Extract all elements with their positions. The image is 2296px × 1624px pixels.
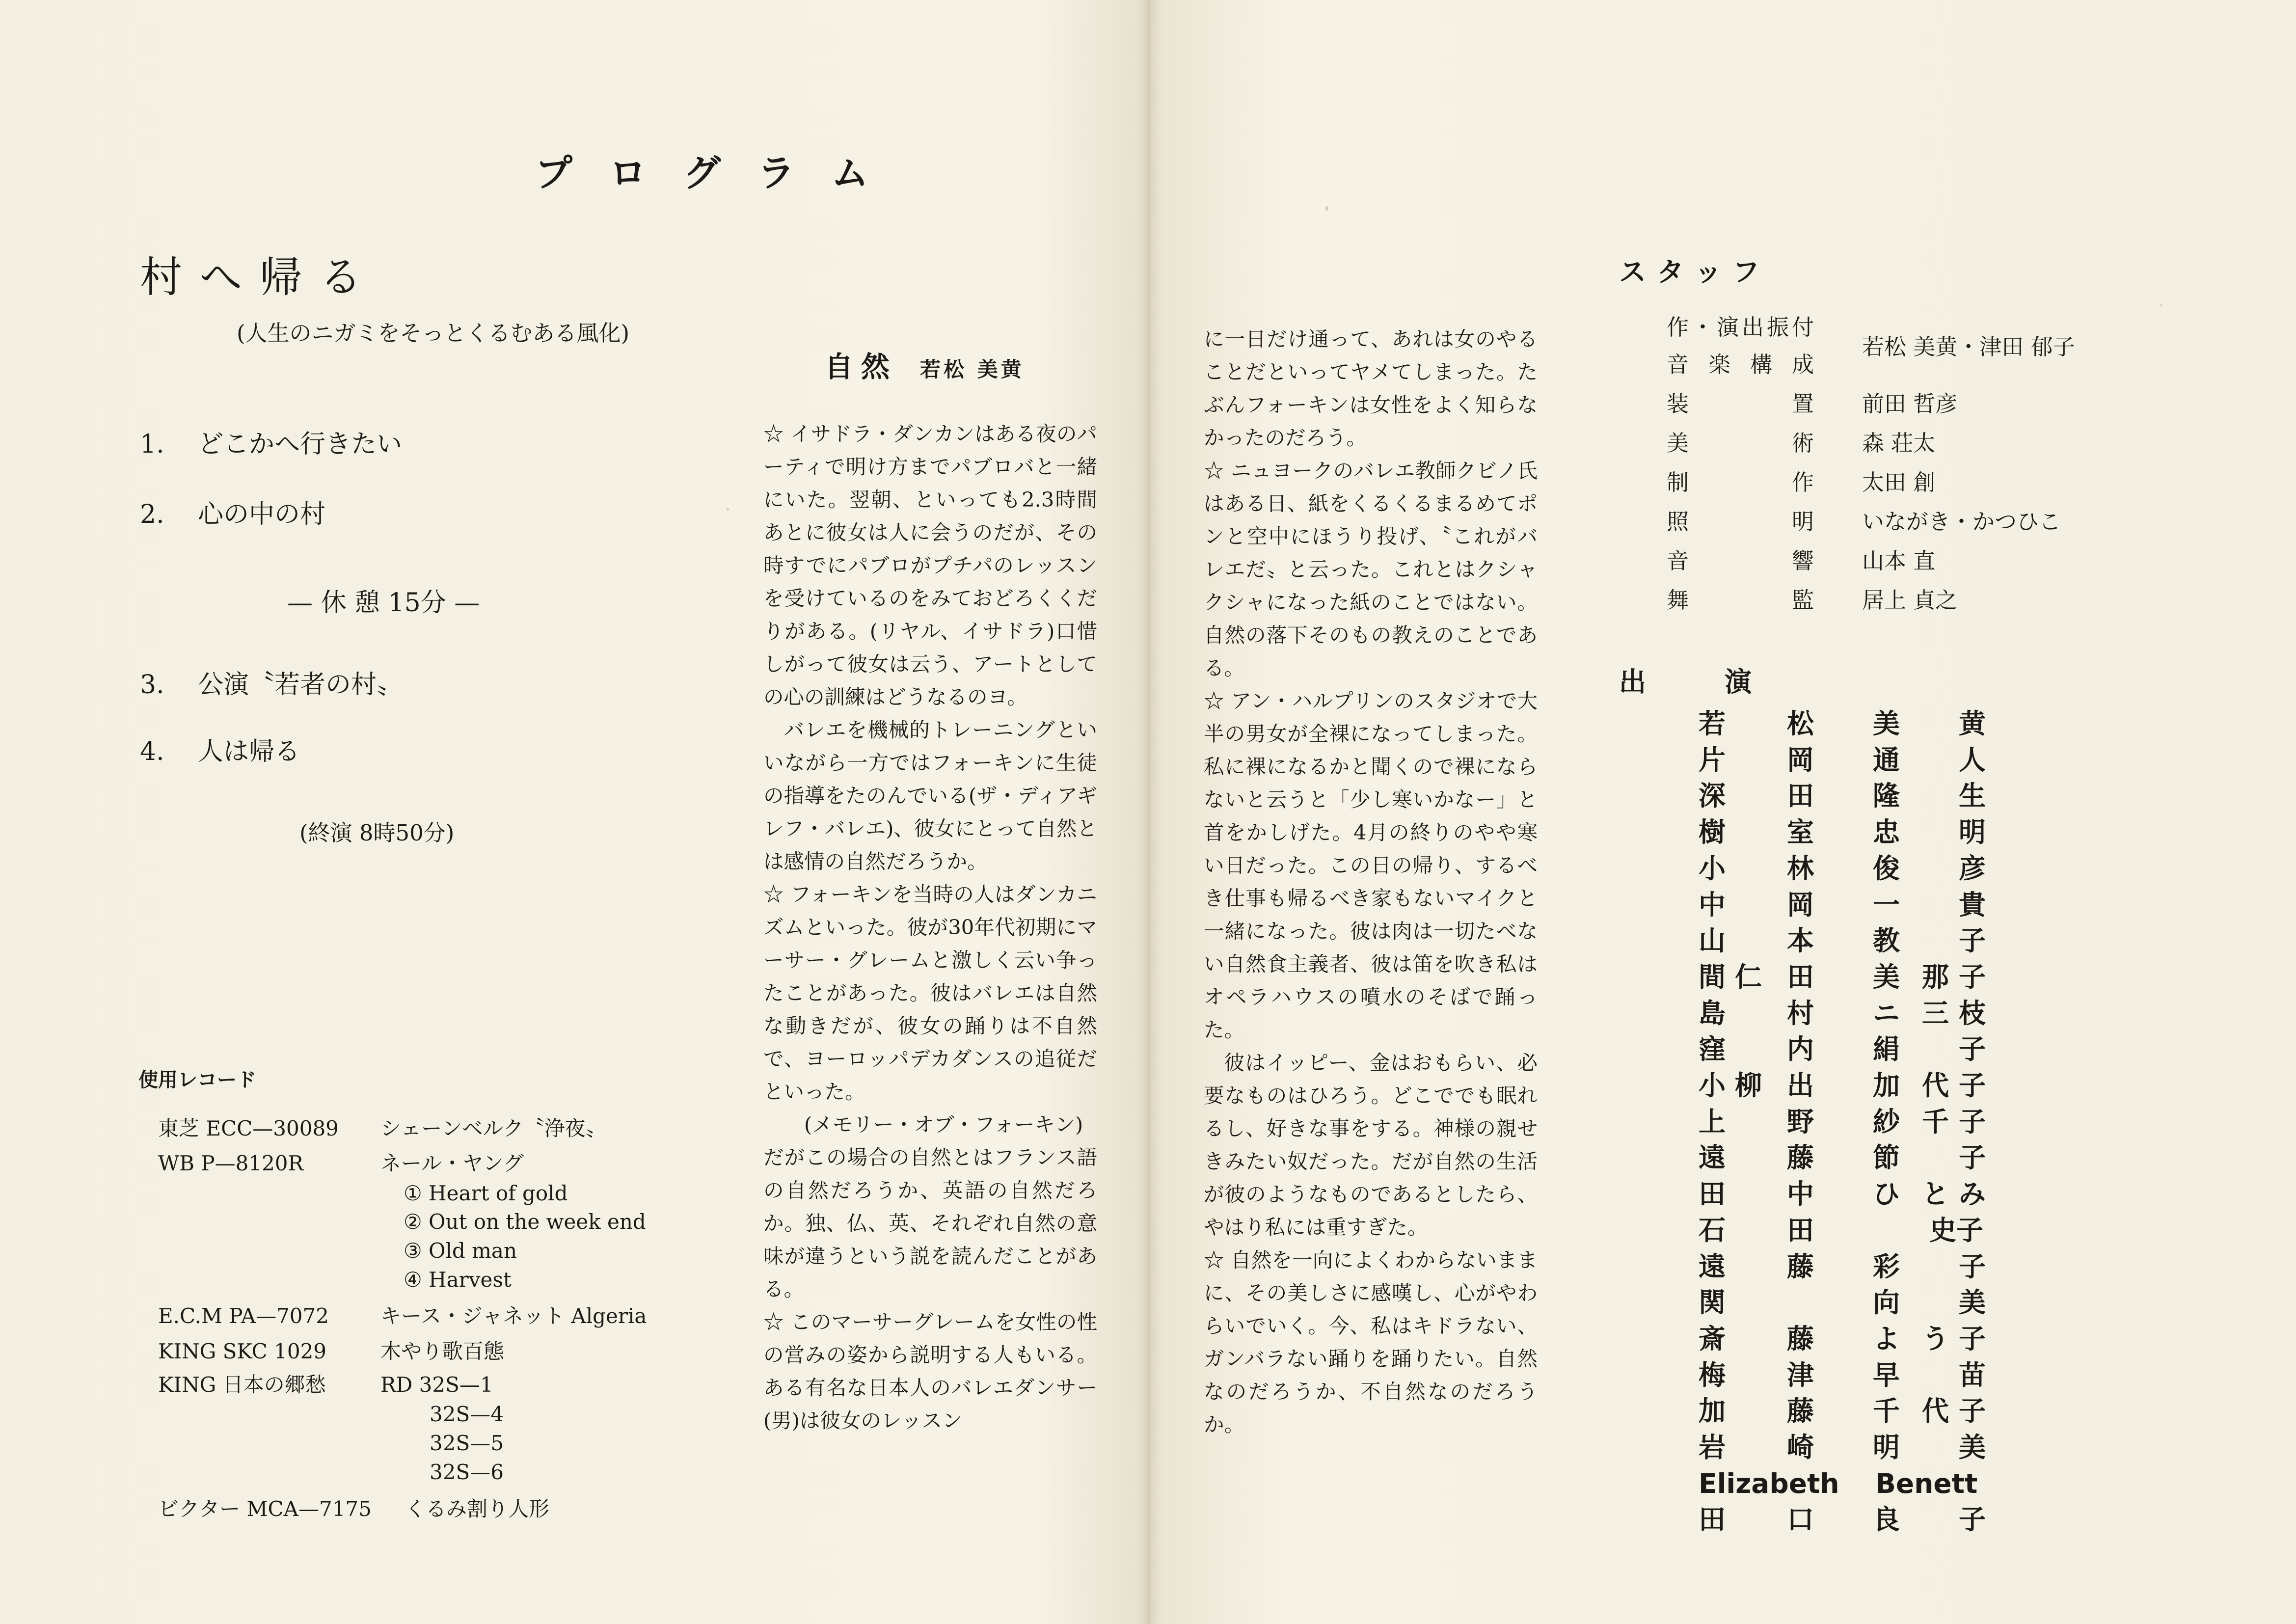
- record-track: ① Heart of gold: [404, 1181, 568, 1205]
- cast-member: [1699, 999, 1993, 1028]
- cast-name-part: 子: [1959, 925, 1986, 957]
- cast-name-part: と: [1922, 1178, 1949, 1210]
- cast-name-part: 村: [1787, 997, 1814, 1029]
- cast-name-part: 那: [1922, 961, 1949, 993]
- staff-role: 作・演出振付: [1667, 314, 1814, 340]
- cast-member: [1699, 1505, 1993, 1534]
- cast-name-part: 子: [1959, 1323, 1986, 1354]
- cast-name-part: 節: [1873, 1142, 1900, 1174]
- cast-member: [1699, 1324, 1993, 1353]
- cast-name-part: 松: [1787, 708, 1814, 739]
- cast-member: [1699, 1179, 1993, 1209]
- essay-paragraph: ☆ フォーキンを当時の人はダンカニズムといった。彼が30年代初期にマーサー・グレームと激しく云い争ったことがあった。彼はバレエは自然な動きだが、彼女の踊りは不自然で、ヨーロッパデカダンスの追従だといった。: [763, 882, 1097, 1104]
- essay-paragraph: に一日だけ通って、あれは女のやることだといってヤメてしまった。たぶんフォーキンは女性をよく知らなかったのだろう。: [1204, 327, 1538, 450]
- cast-name-part: 美: [1959, 1432, 1986, 1463]
- cast-name-part: 明: [1873, 1432, 1900, 1463]
- cast-name-part: 片: [1699, 744, 1726, 776]
- cast-name-part: 口: [1787, 1504, 1814, 1536]
- program-item-number: 2.: [140, 500, 164, 529]
- record-line-left: ビクター MCA—7175: [158, 1497, 372, 1521]
- program-item-label: 心の中の村: [198, 500, 326, 529]
- cast-member: [1699, 1360, 1993, 1390]
- program-item-label: 公演〝若者の村〟: [198, 670, 403, 700]
- cast-name-part: 加: [1873, 1070, 1900, 1101]
- record-line-right: シェーンベルク〝浄夜〟: [380, 1116, 606, 1140]
- cast-name-part: 子: [1959, 1033, 1986, 1065]
- staff-name: 森 荘太: [1862, 430, 1936, 456]
- cast-name-part: 美: [1873, 961, 1900, 993]
- cast-name-part: 子: [1959, 961, 1986, 993]
- essay-paragraph: バレエを機械的トレーニングといいながら一方ではフォーキンに生徒の指導をたのんでいる(ザ・ディアギレフ・バレエ)、彼女にとって自然とは感情の自然だろうか。: [763, 718, 1097, 873]
- cast-member: [1699, 781, 1993, 811]
- record-track: ④ Harvest: [404, 1268, 512, 1292]
- cast-name-part: う: [1922, 1323, 1949, 1354]
- program-item-number: 1.: [140, 430, 164, 459]
- staff-name: 太田 創: [1862, 469, 1936, 495]
- cast-member: [1699, 1469, 1993, 1498]
- cast-name-part: 向: [1873, 1287, 1900, 1319]
- scan-speck: [2160, 304, 2162, 306]
- cast-name-part: 津: [1787, 1359, 1814, 1391]
- cast-name-part: 野: [1787, 1106, 1814, 1137]
- staff-role: 制作: [1667, 469, 1814, 495]
- cast-name-part: 千: [1922, 1106, 1949, 1137]
- page-fold: [1148, 0, 1150, 1624]
- cast-name-part: 教: [1873, 925, 1900, 957]
- cast-member: [1699, 890, 1993, 920]
- cast-heading-char: 演: [1725, 666, 1752, 698]
- cast-name-part: 室: [1787, 816, 1814, 848]
- cast-name-part: 島: [1699, 997, 1726, 1029]
- cast-name-part: 美: [1959, 1287, 1986, 1319]
- cast-member: [1699, 1288, 1993, 1317]
- cast-name-part: 中: [1787, 1178, 1814, 1210]
- cast-name-part: 岡: [1787, 889, 1814, 920]
- cast-name-part: 出: [1787, 1070, 1814, 1101]
- cast-member: [1699, 1034, 1993, 1064]
- cast-name-part: 山: [1699, 925, 1726, 957]
- record-line-right: RD 32S—1: [380, 1373, 493, 1397]
- cast-name-part: 生: [1959, 780, 1986, 812]
- cast-name-part: 貴: [1959, 889, 1986, 920]
- program-item: [140, 423, 402, 460]
- program-item: [140, 664, 402, 701]
- staff-name: 前田 哲彦: [1862, 391, 1958, 417]
- staff-role: 美術: [1667, 430, 1814, 456]
- staff-role: 装置: [1667, 391, 1814, 417]
- essay-paragraph: ☆ イサドラ・ダンカンはある夜のパーティで明け方までパブロバと一緒にいた。翌朝、といっても2.3時間あとに彼女は人に会うのだが、その時すでにパブロがプチパのレッスンを受けているのをみておどろくくだりがある。(リヤル、イサドラ)口惜しがって彼女は云う、アートとしての心の訓練はどうなるのヨ。: [763, 422, 1097, 709]
- cast-name-part: 藤: [1787, 1250, 1814, 1282]
- cast-heading-char: 出: [1619, 666, 1647, 698]
- record-line-right: キース・ジャネット Algeria: [380, 1304, 647, 1328]
- records-heading: 使用レコード: [138, 1069, 256, 1091]
- cast-name-part: 田: [1787, 961, 1814, 993]
- cast-name-part: 三: [1922, 997, 1949, 1029]
- cast-name-part: 忠: [1873, 816, 1900, 848]
- cast-member: [1699, 854, 1993, 883]
- record-track: ③ Old man: [404, 1239, 517, 1263]
- staff-role: 音楽構成: [1667, 352, 1814, 378]
- cast-name-part: 藤: [1787, 1395, 1814, 1427]
- cast-name-part: 岩: [1699, 1432, 1726, 1463]
- cast-name-part: 遠: [1699, 1250, 1726, 1282]
- cast-name-part: 加: [1699, 1395, 1726, 1427]
- cast-name-part: み: [1959, 1178, 1986, 1210]
- cast-name-part: 石: [1699, 1214, 1726, 1246]
- cast-name-part: 子: [1959, 1504, 1986, 1536]
- program-item-number: 4.: [140, 737, 164, 766]
- cast-name-part: 遠: [1699, 1142, 1726, 1174]
- essay-column-left: [763, 417, 1097, 1437]
- cast-name-part: 子: [1959, 1395, 1986, 1427]
- record-line-right: ネール・ヤング: [380, 1151, 524, 1175]
- staff-name: 居上 貞之: [1862, 587, 1958, 613]
- record-track: ② Out on the week end: [404, 1210, 646, 1234]
- record-line-left: KING SKC 1029: [158, 1339, 327, 1363]
- record-line-left: E.C.M PA—7072: [158, 1304, 329, 1328]
- record-line-right: くるみ割り人形: [405, 1497, 550, 1521]
- cast-name-part: 一: [1873, 889, 1900, 920]
- record-line-left: WB P—8120R: [158, 1151, 304, 1175]
- scan-speck: [727, 508, 729, 511]
- cast-name-part: 人: [1959, 744, 1986, 776]
- cast-name-part: 美: [1873, 708, 1900, 739]
- essay-paragraph: (メモリー・オブ・フォーキン): [804, 1112, 1083, 1137]
- cast-name-part: 代: [1922, 1070, 1949, 1101]
- cast-name-part: 明: [1959, 816, 1986, 848]
- cast-name-part: 本: [1787, 925, 1814, 957]
- work-title: 村へ帰る: [140, 253, 379, 302]
- work-subtitle: (人生のニガミをそっとくるむある風化): [237, 320, 630, 346]
- cast-name-part: 斎: [1699, 1323, 1726, 1354]
- essay-title: 自然: [825, 350, 898, 383]
- cast-member: [1699, 1216, 1993, 1245]
- essay-paragraph: ☆ このマーサーグレームを女性の性の営みの姿から説明する人もいる。ある有名な日本人のバレエダンサー(男)は彼女のレッスン: [763, 1310, 1097, 1433]
- cast-name-part: 通: [1873, 744, 1900, 776]
- program-item-label: どこかへ行きたい: [198, 430, 403, 459]
- cast-name-part: 小 柳: [1699, 1070, 1762, 1101]
- record-line-left: 東芝 ECC—30089: [158, 1116, 339, 1140]
- cast-member: [1699, 709, 1993, 738]
- cast-name-part: 若: [1699, 708, 1726, 739]
- cast-member: [1699, 1071, 1993, 1100]
- record-track: 32S—6: [430, 1460, 504, 1484]
- cast-name-part: 梅: [1699, 1359, 1726, 1391]
- cast-name-part: 関: [1699, 1287, 1726, 1319]
- staff-role: 舞監: [1667, 587, 1814, 613]
- cast-name-part: 間 仁: [1699, 961, 1762, 993]
- cast-member: [1699, 817, 1993, 847]
- cast-name-part: 早: [1873, 1359, 1900, 1391]
- cast-member: [1699, 745, 1993, 775]
- cast-member: [1699, 1107, 1993, 1137]
- intermission-note: — 休 憩 15分 —: [287, 588, 480, 618]
- program-item-label: 人は帰る: [198, 737, 300, 766]
- essay-paragraph: ☆ ニュヨークのバレエ教師クビノ氏はある日、紙をくるくるまるめてポンと空中にほうり投げ、〝これがバレエだ〟と云った。これとはクシャクシャになった紙のことではない。自然の落下そのもの教えのことである。: [1204, 459, 1538, 680]
- record-line-left: KING 日本の郷愁: [158, 1373, 326, 1397]
- cast-name-part: 田: [1787, 1214, 1814, 1246]
- record-track: 32S—5: [430, 1431, 504, 1455]
- essay-heading: [825, 344, 1025, 385]
- cast-member: [1699, 926, 1993, 955]
- cast-member: [1699, 1433, 1993, 1462]
- cast-name-part: 隆: [1873, 780, 1900, 812]
- cast-name-part: Elizabeth: [1699, 1467, 1839, 1499]
- cast-name-part: よ: [1873, 1323, 1900, 1354]
- staff-role: 音響: [1667, 548, 1814, 574]
- end-time-note: (終演 8時50分): [299, 820, 455, 846]
- cast-name-part: 窪: [1699, 1033, 1726, 1065]
- cast-name-part: 上: [1699, 1106, 1726, 1137]
- record-line-right: 木やり歌百態: [380, 1339, 505, 1363]
- cast-name-part: 苗: [1959, 1359, 1986, 1391]
- cast-name-part: 樹: [1699, 816, 1726, 848]
- cast-member: [1699, 962, 1993, 992]
- cast-name-part: 絹: [1873, 1033, 1900, 1065]
- cast-name-part: 子: [1959, 1250, 1986, 1282]
- staff-name: いながき・かつひこ: [1862, 509, 2061, 535]
- cast-member: [1699, 1143, 1993, 1172]
- essay-author: 若松 美黄: [920, 357, 1025, 381]
- cast-member: [1699, 1252, 1993, 1281]
- cast-name-part: 内: [1787, 1033, 1814, 1065]
- cast-name-part: 田: [1787, 780, 1814, 812]
- cast-name-part: 良: [1873, 1504, 1900, 1536]
- program-title: プログラム: [535, 151, 906, 195]
- essay-paragraph: ☆ 自然を一向によくわからないままに、その美しさに感嘆し、心がやわらいでいく。今、私はキドラない、ガンバラない踊りを踊りたい。自然なのだろうか、不自然なのだろうか。: [1204, 1248, 1538, 1436]
- cast-name-part: 子: [1959, 1142, 1986, 1174]
- staff-name: 若松 美黄・津田 郁子: [1862, 334, 2075, 360]
- cast-name-part: 子: [1959, 1106, 1986, 1137]
- cast-name-part: 深: [1699, 780, 1726, 812]
- record-track: 32S—4: [430, 1402, 504, 1426]
- program-item: [140, 731, 300, 767]
- staff-heading: スタッフ: [1619, 256, 1771, 288]
- staff-name: 山本 直: [1862, 548, 1936, 574]
- cast-name-part: 彩: [1873, 1250, 1900, 1282]
- cast-name-part: 枝: [1959, 997, 1986, 1029]
- cast-name-part: 黄: [1959, 708, 1986, 739]
- essay-paragraph: ☆ アン・ハルプリンのスタジオで大半の男女が全裸になってしまった。私に裸になるかと聞くので裸にならないと云うと「少し寒いかなー」と首をかしげた。4月の終りのやや寒い日だった。この日の帰り、するべき仕事も帰るべき家もないマイクと一緒になった。彼は肉は一切たべない自然食主義者、彼は笛を吹き私はオペラハウスの噴水のそばで踊った。: [1204, 689, 1538, 1042]
- cast-name-part: 俊: [1873, 852, 1900, 884]
- cast-name-part: 田: [1699, 1178, 1726, 1210]
- cast-name-part: 藤: [1787, 1142, 1814, 1174]
- cast-name-part: 代: [1922, 1395, 1949, 1427]
- essay-paragraph: だがこの場合の自然とはフランス語の自然だろうか、英語の自然だろか。独、仏、英、それぞれ自然の意味が違うという説を読んだことがある。: [763, 1145, 1097, 1301]
- cast-member: [1699, 1396, 1993, 1426]
- cast-name-part: 藤: [1787, 1323, 1814, 1354]
- cast-name-part: 崎: [1787, 1432, 1814, 1463]
- cast-name-part: 中: [1699, 889, 1726, 920]
- cast-name-part: 小: [1699, 852, 1726, 884]
- cast-name-part: 子: [1959, 1070, 1986, 1101]
- scan-speck: [1325, 206, 1328, 211]
- essay-paragraph: 彼はイッピー、金はおもらい、必要なものはひろう。どこででも眠れるし、好きな事をする。神様の親せきみたい奴だった。だが自然の生活が彼のようなものであるとしたら、やはり私には重すぎた。: [1204, 1051, 1538, 1239]
- cast-heading: [1619, 660, 1752, 699]
- cast-name-part: Benett: [1875, 1467, 1978, 1499]
- staff-role: 照明: [1667, 509, 1814, 535]
- cast-name-part: 紗: [1873, 1106, 1900, 1137]
- cast-name-part: 林: [1787, 852, 1814, 884]
- cast-name-part: 田: [1699, 1504, 1726, 1536]
- program-item: [140, 493, 325, 530]
- cast-name-part: 彦: [1959, 852, 1986, 884]
- cast-name-part: ニ: [1873, 997, 1900, 1029]
- program-item-number: 3.: [140, 670, 164, 700]
- cast-name-part: 史子: [1929, 1214, 1984, 1246]
- cast-name-part: 岡: [1787, 744, 1814, 776]
- cast-name-part: ひ: [1873, 1178, 1900, 1210]
- essay-column-right: [1204, 323, 1538, 1441]
- cast-name-part: 千: [1873, 1395, 1900, 1427]
